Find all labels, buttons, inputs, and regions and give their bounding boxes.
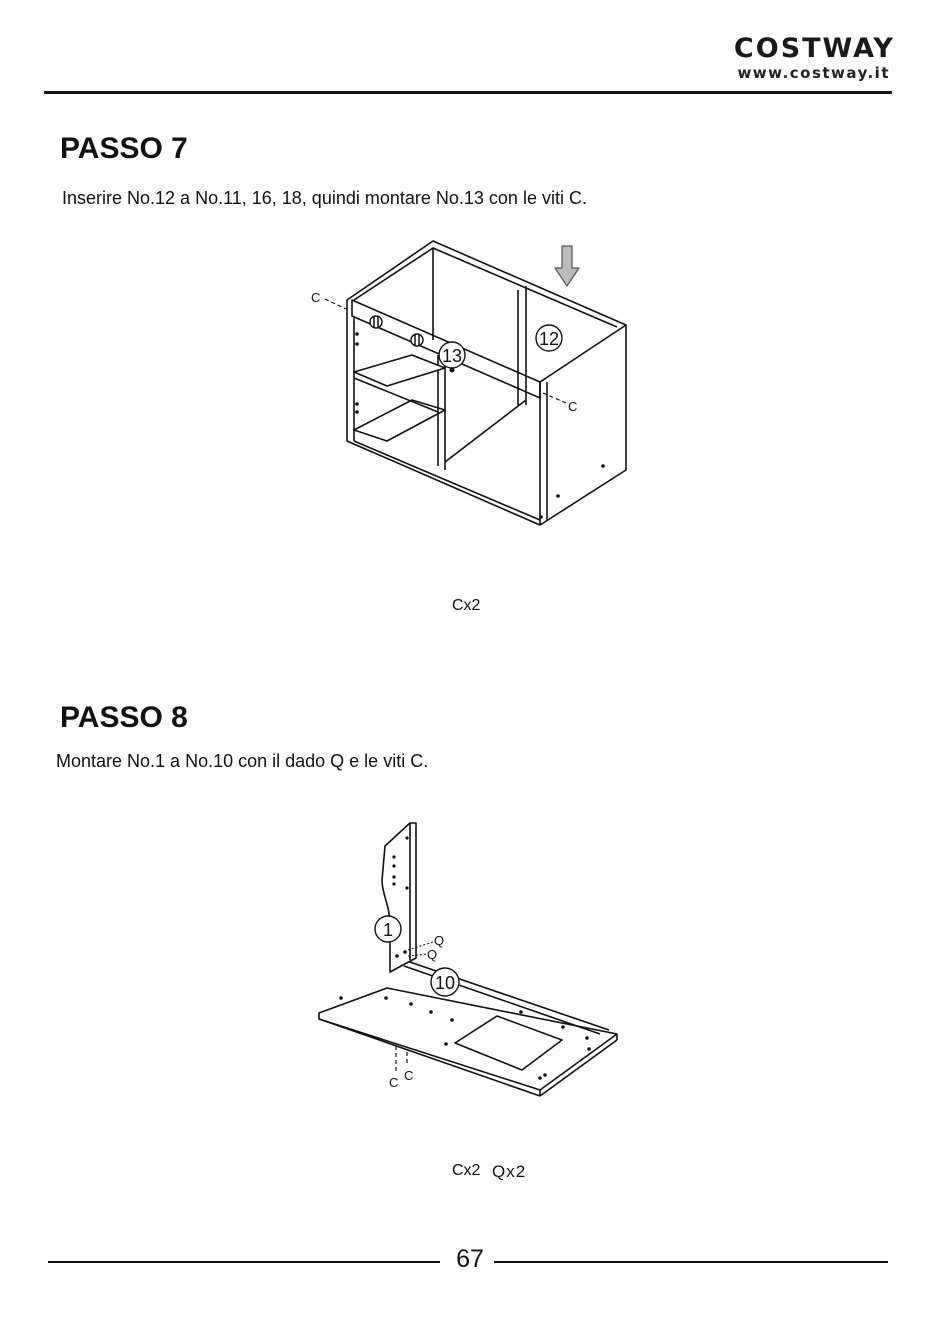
step-7-title: PASSO 7 (60, 132, 188, 165)
step-8-quantity-c: Cx2 (452, 1162, 481, 1179)
step-8-quantity-q: Qx2 (492, 1162, 527, 1181)
step-8-screw-label-1: C (389, 1075, 399, 1090)
step-7-part-13-label: 13 (441, 346, 463, 366)
step-7-screw-right-label: C (568, 399, 578, 414)
step-8-nut-label-1: Q (434, 933, 445, 948)
step-8-instruction: Montare No.1 a No.10 con il dado Q e le viti C. (56, 751, 429, 771)
step-8-diagram (300, 812, 630, 1102)
footer-line-right (494, 1261, 888, 1263)
step-7-screw-left-label: C (311, 290, 321, 305)
step-8-title: PASSO 8 (60, 701, 188, 734)
step-7-instruction: Inserire No.12 a No.11, 16, 18, quindi montare No.13 con le viti C. (62, 188, 587, 208)
step-7-quantity: Cx2 (452, 597, 481, 614)
step-7-diagram (300, 236, 640, 536)
step-8-screw-label-2: C (404, 1068, 414, 1083)
footer-line-left (48, 1261, 440, 1263)
header-divider (44, 91, 892, 94)
step-8-part-10-label: 10 (434, 973, 456, 993)
brand-logo: COSTWAY (733, 33, 895, 64)
page-number: 67 (456, 1245, 484, 1273)
brand-url: www.costway.it (737, 64, 890, 82)
step-7-part-12-label: 12 (538, 329, 560, 349)
step-8-nut-label-2: Q (427, 947, 438, 962)
step-8-part-1-label: 1 (382, 920, 394, 940)
